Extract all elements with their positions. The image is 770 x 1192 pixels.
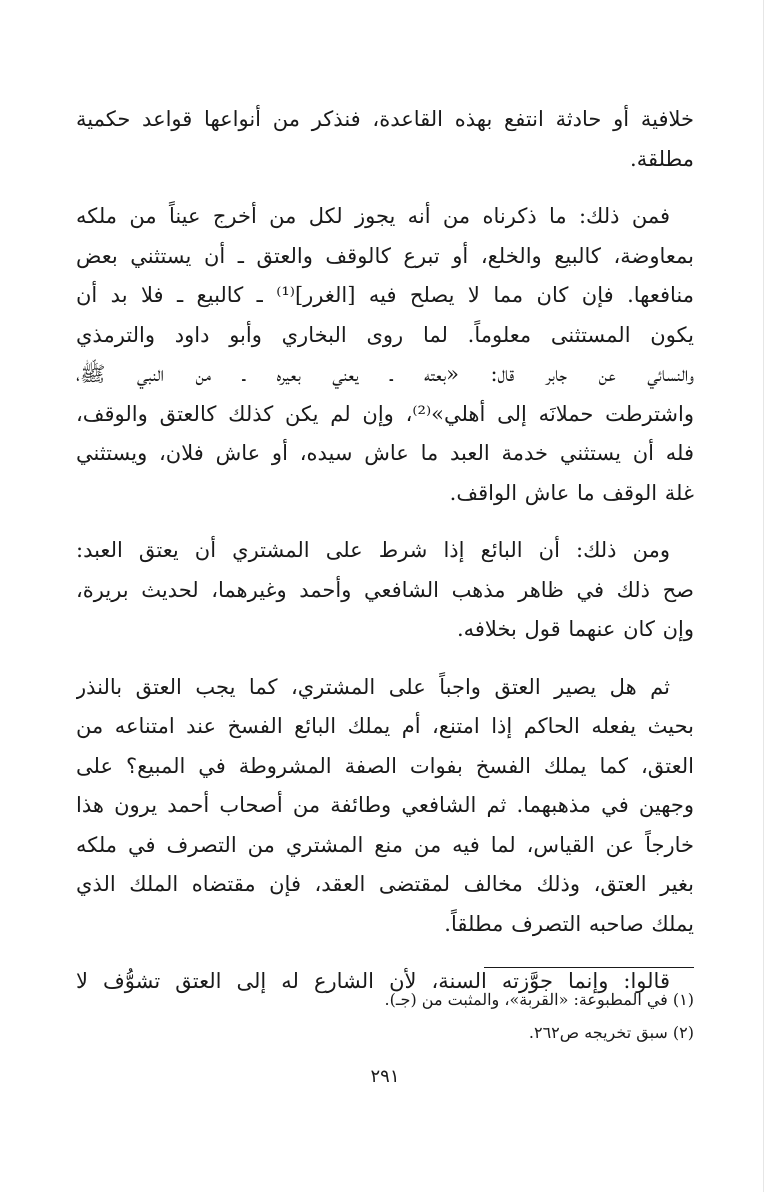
text-line-content: قالوا: وإنما جوَّزته السنة، لأن الشارع له إلى العتق تشوُّف لا bbox=[76, 969, 670, 993]
footnote-2: (٢) سبق تخريجه ص٢٦٢. bbox=[528, 1023, 694, 1042]
text-line: يملك صاحبه التصرف مطلقاً. bbox=[444, 911, 694, 936]
footnotes-section bbox=[76, 983, 694, 1049]
text-line: وجهين في مذهبهما. ثم الشافعي وطائفة من أصحاب أحمد يرون هذا bbox=[76, 793, 694, 817]
text-line: خارجاً عن القياس، لما فيه من منع المشتري من التصرف في ملكه bbox=[76, 832, 694, 857]
paragraph-4 bbox=[76, 668, 694, 945]
text-line: غلة الوقف ما عاش الواقف. bbox=[449, 480, 694, 505]
text-line bbox=[76, 197, 694, 237]
paragraph-2 bbox=[76, 197, 694, 513]
text-line: واشترطت حملانَه إلى أهلي»⁽²⁾، وإن لم يكن كذلك كالعتق والوقف، bbox=[76, 401, 694, 426]
main-text-body bbox=[76, 100, 694, 1020]
footnote-divider bbox=[484, 967, 694, 968]
text-line: وإن كان عنهما قول بخلافه. bbox=[456, 617, 694, 641]
text-line-content: فمن ذلك: ما ذكرناه من أنه يجوز لكل من أخرج عيناً من ملكه bbox=[76, 204, 670, 228]
text-line: يكون المستثنى معلوماً. لما روى البخاري وأبو داود والترمذي bbox=[76, 322, 694, 347]
text-line-content: ومن ذلك: أن البائع إذا شرط على المشتري أن يعتق العبد: bbox=[76, 538, 670, 562]
text-line: بحيث يفعله الحاكم إذا امتنع، أم يملك البائع الفسخ عند امتناعه من bbox=[76, 714, 694, 738]
paragraph-1 bbox=[76, 100, 694, 179]
text-line bbox=[76, 531, 694, 571]
text-line-content: ثم هل يصير العتق واجباً على المشتري، كما يجب العتق بالنذر bbox=[76, 674, 670, 699]
text-line: فله أن يستثني خدمة العبد ما عاش سيده، أو عاش فلان، ويستثني bbox=[76, 441, 694, 465]
text-line bbox=[76, 668, 694, 708]
page-number: ٢٩١ bbox=[370, 1066, 400, 1087]
text-line: مطلقة. bbox=[630, 146, 694, 171]
paragraph-3 bbox=[76, 531, 694, 650]
page-edge-line bbox=[763, 0, 764, 1192]
text-line: بغير العتق، وذلك مخالف لمقتضى العقد، فإن مقتضاه الملك الذي bbox=[76, 872, 694, 896]
footnote-1: (١) في المطبوعة: «القربة»، والمثبت من (جـ). bbox=[384, 990, 694, 1009]
text-line: منافعها. فإن كان مما لا يصلح فيه [الغرر]⁽¹⁾ ـ كالبيع ـ فلا بد أن bbox=[76, 283, 694, 307]
text-line: صح ذلك في ظاهر مذهب الشافعي وأحمد وغيرهما، لحديث بريرة، bbox=[76, 577, 694, 602]
text-line: والنسائي عن جابر قال: «بعته ـ يعني بعيره ـ من النبي ﷺ، bbox=[76, 362, 694, 386]
text-line: العتق، كما يملك الفسخ بفوات الصفة المشروطة في المبيع؟ على bbox=[76, 753, 694, 778]
text-line: بمعاوضة، كالبيع والخلع، أو تبرع كالوقف والعتق ـ أن يستثني بعض bbox=[76, 243, 694, 268]
text-line: خلافية أو حادثة انتفع بهذه القاعدة، فنذكر من أنواعها قواعد حكمية bbox=[76, 107, 694, 131]
